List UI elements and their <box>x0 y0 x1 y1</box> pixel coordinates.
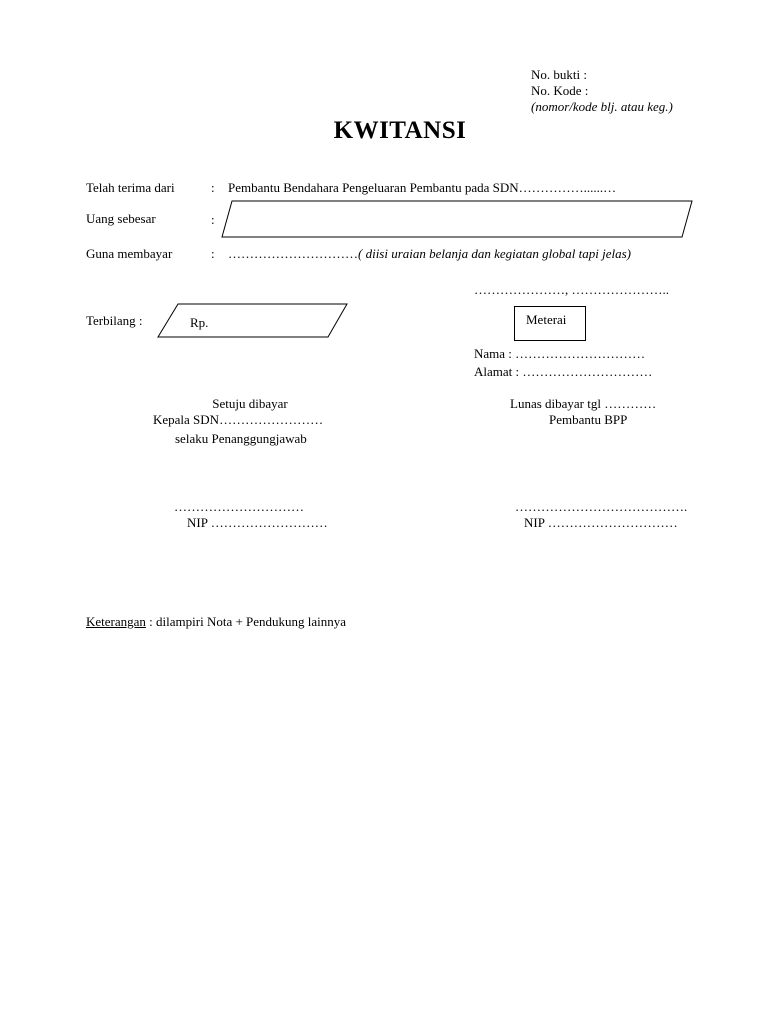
guna-label: Guna membayar <box>86 246 173 261</box>
keterangan-text: : dilampiri Nota + Pendukung lainnya <box>145 614 347 629</box>
no-kode-label: No. Kode : <box>531 83 589 98</box>
selaku-penanggungjawab: selaku Penanggungjawab <box>175 431 307 446</box>
uang-sebesar-box[interactable] <box>222 201 692 237</box>
header-note: (nomor/kode blj. atau keg.) <box>531 99 673 114</box>
terima-colon: : <box>211 180 215 195</box>
lunas-dibayar: Lunas dibayar tgl ………… <box>510 396 657 411</box>
page-title: KWITANSI <box>333 117 467 144</box>
guna-dots: ………………………… <box>228 246 358 261</box>
uang-colon: : <box>211 212 215 227</box>
no-bukti-label: No. bukti : <box>531 67 587 82</box>
kepala-sdn: Kepala SDN…………………… <box>153 412 324 427</box>
terbilang-label: Terbilang : <box>86 313 143 328</box>
terima-value: Pembantu Bendahara Pengeluaran Pembantu pada SDN……………......… <box>228 180 617 195</box>
meterai-label: Meterai <box>526 312 567 327</box>
right-sign-dots: …………………………………. <box>515 499 688 514</box>
terbilang-box[interactable] <box>158 304 347 337</box>
setuju-dibayar: Setuju dibayar <box>212 396 288 411</box>
keterangan-label: Keterangan <box>86 614 146 629</box>
rp-label: Rp. <box>190 315 209 330</box>
date-line: …………………, ………………….. <box>474 282 669 297</box>
keterangan <box>86 614 346 630</box>
alamat-field: Alamat : ………………………… <box>474 364 653 379</box>
guna-colon: : <box>211 246 215 261</box>
right-nip: NIP ………………………… <box>524 515 678 530</box>
pembantu-bpp: Pembantu BPP <box>549 412 628 427</box>
terima-label: Telah terima dari <box>86 180 175 195</box>
left-sign-dots: ………………………… <box>174 499 304 514</box>
uang-label: Uang sebesar <box>86 211 156 226</box>
left-nip: NIP ……………………… <box>187 515 328 530</box>
meterai-box <box>514 306 586 341</box>
nama-field: Nama : ………………………… <box>474 346 646 361</box>
guna-note: ( diisi uraian belanja dan kegiatan global tapi jelas) <box>358 246 631 261</box>
